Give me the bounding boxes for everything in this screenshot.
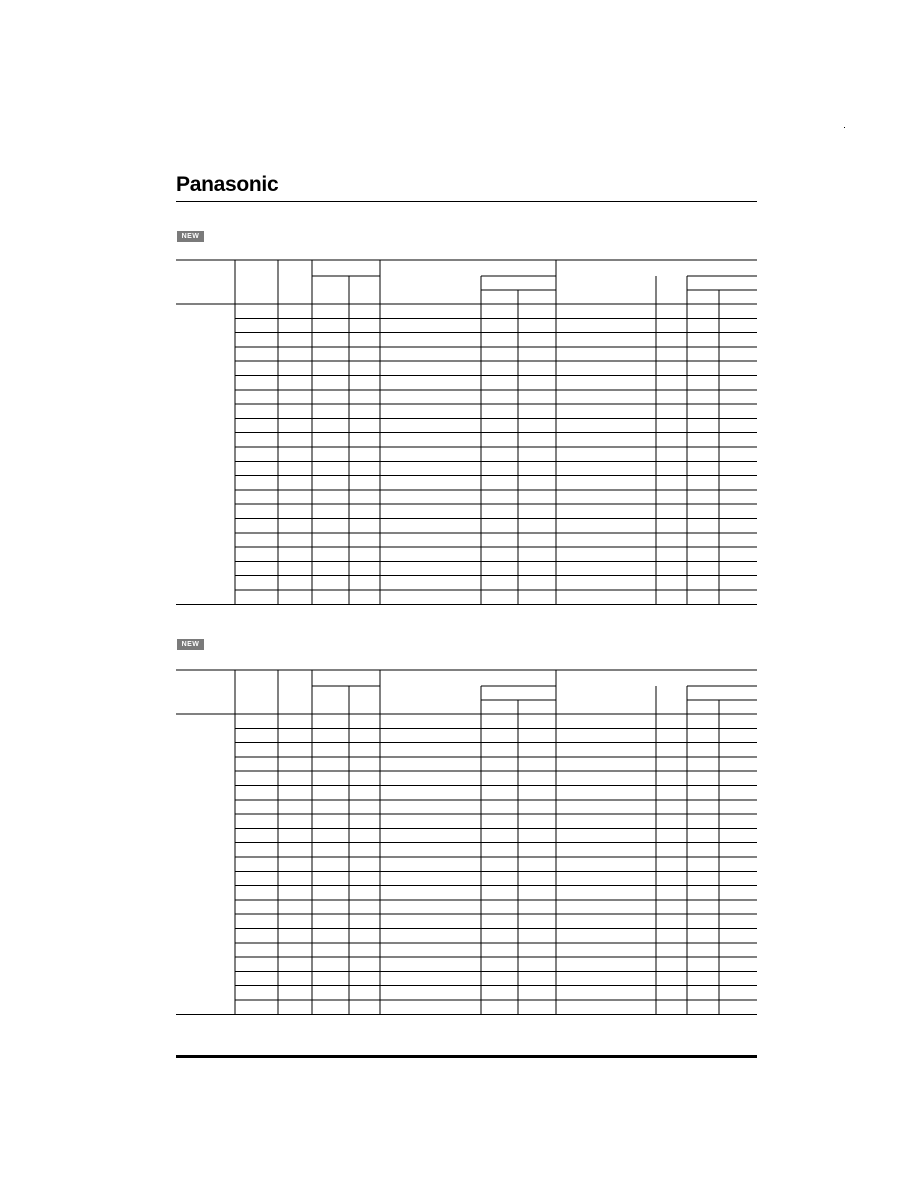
brand-logo: Panasonic xyxy=(176,173,279,196)
new-badge-label: NEW xyxy=(181,641,200,648)
new-badge-label: NEW xyxy=(181,233,200,240)
footer-rule xyxy=(176,1055,757,1058)
